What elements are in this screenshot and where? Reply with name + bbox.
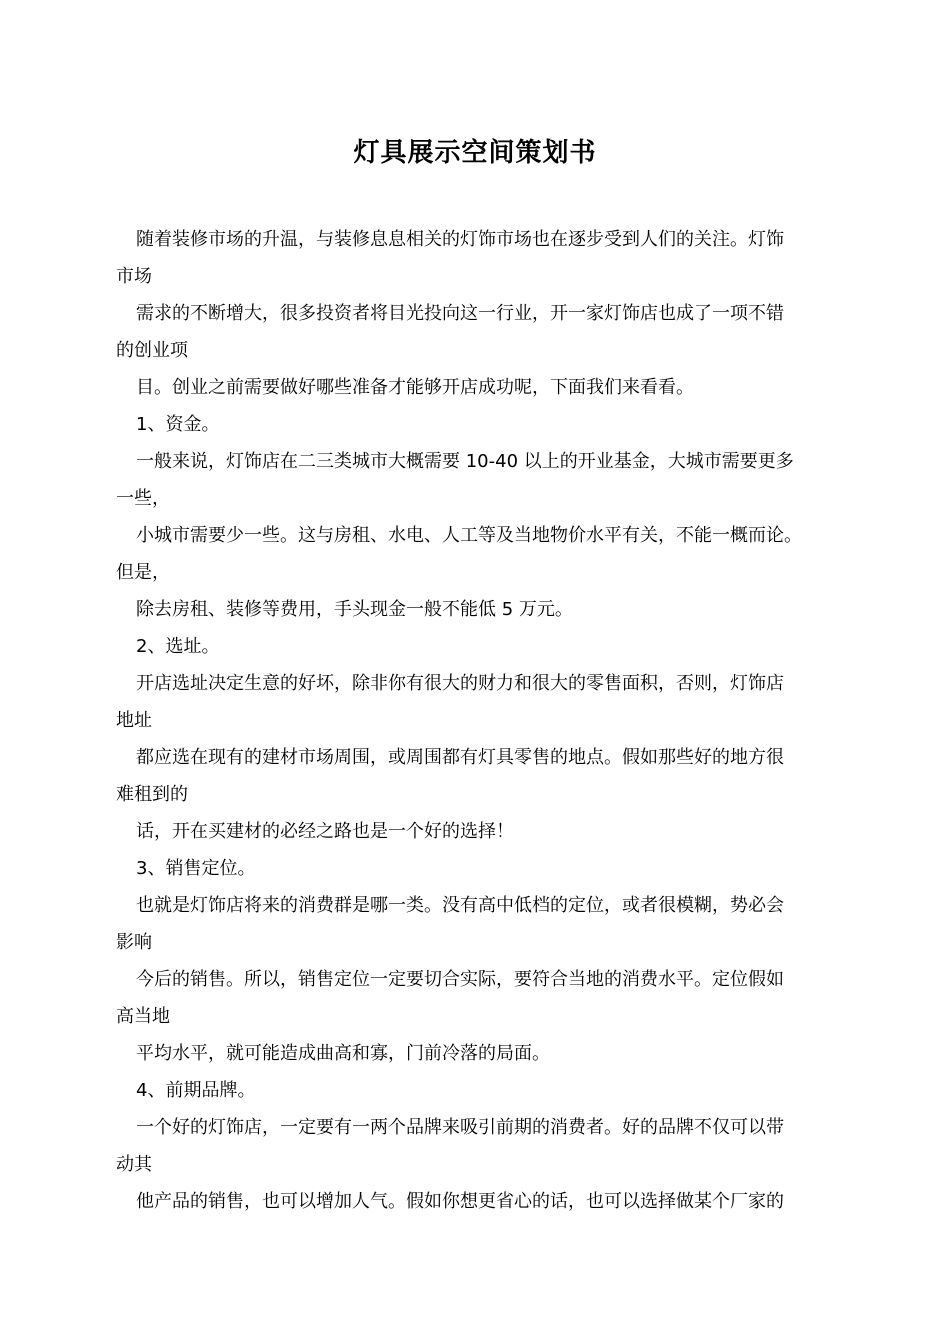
paragraph-line: 平均水平，就可能造成曲高和寡，门前冷落的局面。 <box>136 1043 550 1064</box>
paragraph-line: 一般来说，灯饰店在二三类城市大概需要 10-40 以上的开业基金，大城市需要更多 <box>136 451 794 472</box>
paragraph-line: 话，开在买建材的必经之路也是一个好的选择！ <box>136 821 514 842</box>
section-heading: 1、资金。 <box>136 414 220 435</box>
paragraph-line: 的创业项 <box>116 340 188 361</box>
paragraph-line: 但是， <box>116 562 170 583</box>
paragraph-line: 今后的销售。所以，销售定位一定要切合实际，要符合当地的消费水平。定位假如 <box>136 969 784 990</box>
document-body <box>116 221 846 1220</box>
paragraph-line: 动其 <box>116 1154 152 1175</box>
paragraph-line: 高当地 <box>116 1006 170 1027</box>
paragraph-line: 一个好的灯饰店，一定要有一两个品牌来吸引前期的消费者。好的品牌不仅可以带 <box>136 1117 784 1138</box>
paragraph-line: 影响 <box>116 932 152 953</box>
section-heading: 2、选址。 <box>136 636 220 657</box>
paragraph-line: 他产品的销售，也可以增加人气。假如你想更省心的话，也可以选择做某个厂家的 <box>136 1191 784 1212</box>
paragraph-line: 目。创业之前需要做好哪些准备才能够开店成功呢，下面我们来看看。 <box>136 377 694 398</box>
section-heading: 4、前期品牌。 <box>136 1080 256 1101</box>
paragraph-line: 随着装修市场的升温，与装修息息相关的灯饰市场也在逐步受到人们的关注。灯饰 <box>136 229 784 250</box>
paragraph-line: 地址 <box>116 710 152 731</box>
paragraph-line: 也就是灯饰店将来的消费群是哪一类。没有高中低档的定位，或者很模糊，势必会 <box>136 895 784 916</box>
paragraph-line: 难租到的 <box>116 784 188 805</box>
paragraph-line: 市场 <box>116 266 152 287</box>
section-heading: 3、销售定位。 <box>136 858 256 879</box>
document-title: 灯具展示空间策划书 <box>353 138 597 168</box>
paragraph-line: 一些， <box>116 488 170 509</box>
paragraph-line: 开店选址决定生意的好坏，除非你有很大的财力和很大的零售面积，否则，灯饰店 <box>136 673 784 694</box>
paragraph-line: 需求的不断增大，很多投资者将目光投向这一行业，开一家灯饰店也成了一项不错 <box>136 303 784 324</box>
paragraph-line: 除去房租、装修等费用，手头现金一般不能低 5 万元。 <box>136 599 573 620</box>
paragraph-line: 小城市需要少一些。这与房租、水电、人工等及当地物价水平有关，不能一概而论。 <box>136 525 802 546</box>
paragraph-line: 都应选在现有的建材市场周围，或周围都有灯具零售的地点。假如那些好的地方很 <box>136 747 784 768</box>
